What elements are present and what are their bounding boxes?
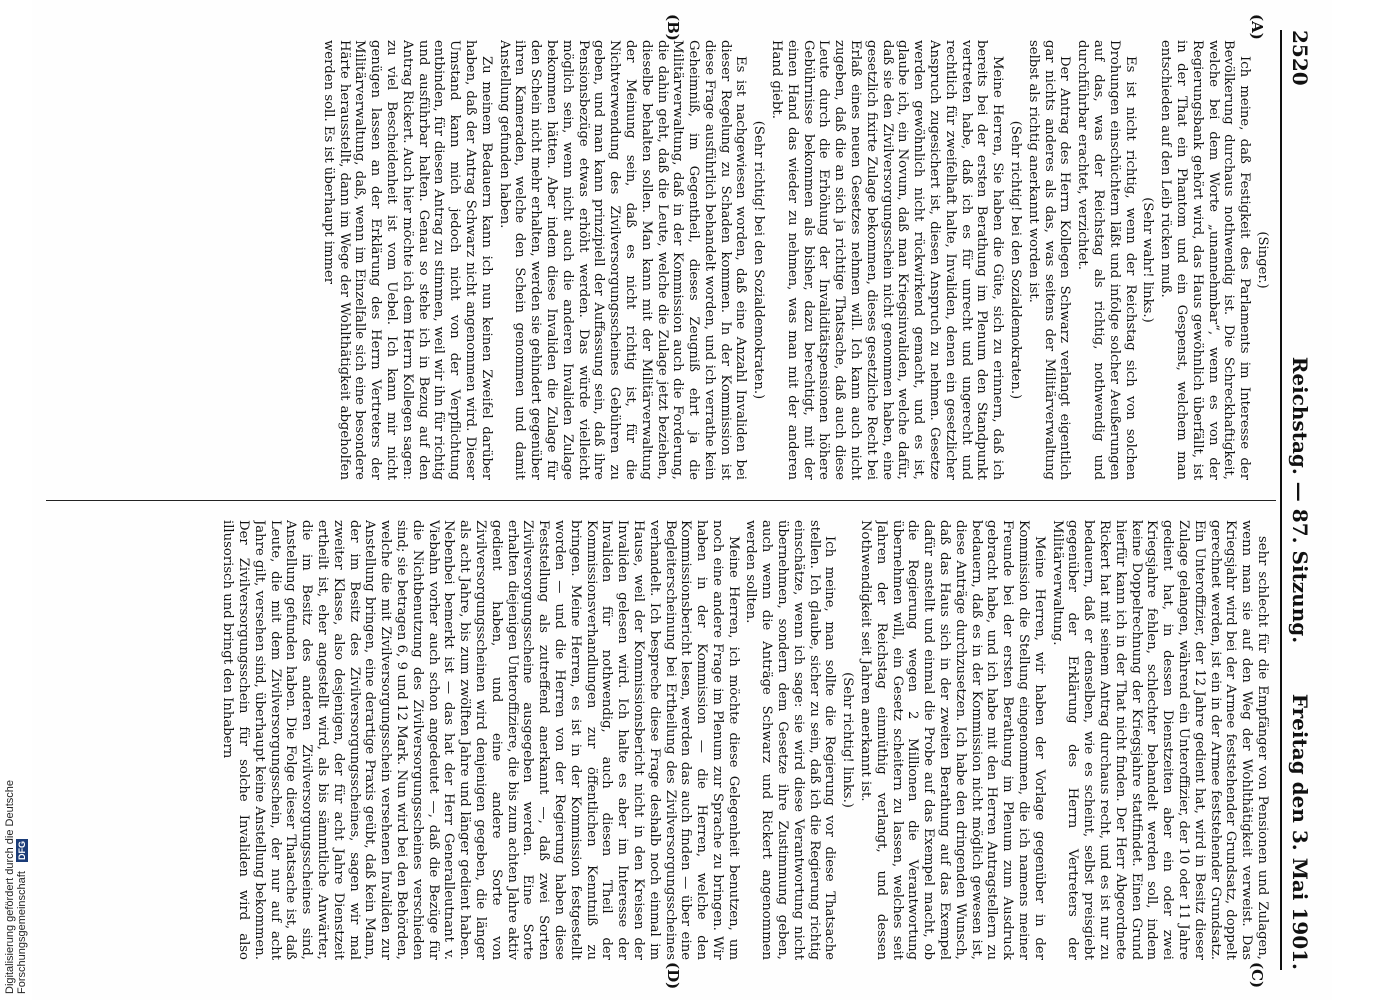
header-title: Reichstag. — 87. Sitzung. — [1288, 356, 1312, 644]
right-text-column — [55, 520, 1270, 960]
margin-marker-d: (D) — [664, 962, 682, 990]
digitization-credit — [4, 694, 28, 994]
right-paragraph: Meine Herren, ich möchte diese Gelegenheit benutzen, um noch eine andere Frage im Plenum zur Sprache zu bringen. Wir haben in der Kommission — die Herren, welche den Kommissionsbericht lesen, werden das auch finden — über eine Begleiterscheinung bei Ertheilung des Zivilversorgungsscheines verhandelt. Ich bespreche diese Frage deshalb noch einmal im Hause, weil der Kommissionsbericht nicht in den Kreisen der Invaliden gelesen wird. Ich halte es aber im Interesse der Invaliden für nothwendig, auch diesen Theil der Kommissionsverhandlungen zur öffentlichen Kenntniß zu bringen. Meine Herren, es ist in der Kommission festgestellt worden — und die Herren von der Regierung haben diese Feststellung als zutreffend anerkannt —, daß zwei Sorten Zivilversorgungsscheine ausgegeben werden. Eine Sorte erhalten diejenigen Unteroffiziere, die bis zum achten Jahre aktiv gedient haben, und eine andere Sorte von Zivilversorgungsscheinen wird denjenigen gegeben, die länger als acht Jahre, bis zum zwölften Jahre und länger gedient haben. Nebenbei bemerkt ist — das hat der Herr Generalleutnant v. Viebahn vorher auch schon angedeutet —, daß die Bezüge für die Nichtbenutzung des Zivilversorgungsscheines verschieden sind; sie betragen 6, 9 und 12 Mark. Nun wird bei den Behörden, welche die mit Zivilversorgungsschein versehenen Invaliden zur Anstellung bringen, eine derartige Praxis geübt, daß kein Mann, der im Besitz des Zivilversorgungsscheines, sagen wir mal zweiter Klasse, also desjenigen, der für acht Jahre Dienstzeit ertheilt ist, eher angestellt wird, als bis sämmtliche Anwärter, die im Besitz des anderen Zivilversorgungsscheines sind, Anstellung gefunden haben. Die Folge dieser Thatsache ist, daß Leute, die mit dem Zivilversorgungsschein, der nur auf acht Jahre gilt, versehen sind, überhaupt keine Anstellung bekommen. Der Zivilversorgungsschein für solche Invaliden wird also illusorisch und bringt den Inhabern — [220, 520, 741, 960]
left-paragraph: Meine Herren, Sie haben die Güte, sich zu erinnern, daß ich bereits bei der ersten Berathung im Plenum den Standpunkt vertreten habe, daß ich es für unrecht und ungerecht und rechtlich für zweifelhaft halte, Invaliden, denen ein gesetzlicher Anspruch zugesichert ist, diesen Anspruch zu nehmen. Gesetze werden gewöhnlich nicht rückwirkend gemacht, und es ist, glaube ich, ein Novum, daß man Kriegsinvaliden, welche dafür, daß sie den Zivilversorgungsschein nicht genommen haben, eine gesetzlich fixirte Zulage bekommen, dieses gesetzliche Recht bei Erlaß eines neuen Gesetzes nehmen will. Ich kann auch nicht zugeben, daß die an sich ja richtige Thatsache, daß auch diese Leute durch die Erhöhung der Invaliditätspensionen höhere Gebührnisse bekommen als bisher, dazu berechtigt, mit der einen Hand das wieder zu nehmen, was man mit der anderen Hand giebt. — [769, 40, 1006, 480]
left-paragraph: (Sehr richtig! bei den Sozialdemokraten.) — [751, 120, 767, 400]
speaker-label: (Singer.) — [1255, 231, 1270, 289]
left-paragraph: Ich meine, daß Festigkeit des Parlaments im Interesse der Bevölkerung durchaus nothwendig ist. Die Schreckhaftigkeit, welche bei dem Worte „unannehmbar“, wenn es von der Regierungsbank gehört wird, das Haus gewöhnlich überfällt, ist in der That ein Phantom und ein Gespenst, welchem man entschieden auf den Leib rücken muß. — [1158, 40, 1253, 480]
right-paragraph: Meine Herren, wir haben der Vorlage gegenüber in der Kommission die Stellung eingenommen, die ich namens meiner Freunde bei der ersten Berathung im Plenum zum Ausdruck gebracht habe, und ich habe mit den Herren Antragstellern zu bedauern, daß es in der Kommission nicht möglich gewesen ist, diese Anträge durchzusetzen. Ich habe den dringenden Wunsch, daß das Haus sich in der zweiten Berathung auf das Exempel dafür anstellt und einmal die Probe auf das Exempel macht, ob die Regierung wegen 2 Millionen die Verantwortung übernehmen will, ein Gesetz scheitern zu lassen, welches seit Jahren der Reichstag einmüthig verlangt, und dessen Nothwendigkeit seit Jahren anerkannt ist. — [858, 520, 1047, 960]
left-paragraph: Es ist nachgewiesen worden, daß eine Anzahl Invaliden bei dieser Regelung zu Schaden kommen. In der Kommission ist diese Frage ausführlich behandelt worden, und ich verrathe kein Geheimniß, im Gegentheil, dieses Zeugniß ehrt ja die Militärverwaltung, daß in der Kommission auch die Forderung, die dahin geht, daß die Leute, welche die Zulage jetzt beziehen, dieselbe behalten sollen. Man kann mit der Militärverwaltung der Meinung sein, daß es nicht richtig ist, für die Nichtverwendung des Zivilversorgungsscheines Gebühren zu geben, und man kann prinzipiell der Auffassung sein, daß ihre Pensionsbezüge etwas erhöht werden. Das würde vielleicht möglich sein, wenn nicht auch die anderen Invaliden Zulage bekommen hätten. Aber indem diese Invaliden die Zulage für den Schein nicht mehr erhalten, werden sie gehindert gegenüber ihren Kameraden, welche den Schein genommen und damit Anstellung gefunden haben. — [496, 40, 749, 480]
header-date: Freitag den 3. Mai 1901. — [1288, 693, 1312, 970]
right-paragraph: sehr schlecht für die Empfänger von Pensionen und Zulagen, wenn man sie auf den Weg der Wohlthätigkeit verweist. Das Kriegsjahr wird bei der Armee feststehender Grundsatz, doppelt gerechnet werden, ist ein in der Armee feststehender Grundsatz. Ein Unteroffizier, der 12 Jahre gedient hat, wird in Besitz dieser Zulage gelangen, während ein Unteroffizier, der 10 oder 11 Jahre gedient hat, in dessen Dienstzeiten aber ein oder zwei Kriegsjahre fehlen, schlechter behandelt werden soll, indem keine Doppelrechnung der Kriegsjahre stattfindet. Einen Grund hierfür kann ich in der That nicht finden. Der Herr Abgeordnete Rickert hat mit seinem Antrag durchaus recht, und es ist nur zu bedauern, daß er denselben, wie es scheint, selbst preisgiebt gegenüber der Erklärung des Herrn Vertreters der Militärverwaltung. — [1049, 520, 1270, 960]
left-paragraph: Der Antrag des Herrn Kollegen Schwarz verlangt eigentlich gar nichts anderes als das, was seitens der Militärverwaltung selbst als richtig anerkannt worden ist. — [1025, 40, 1073, 480]
page-header — [1280, 30, 1316, 970]
margin-marker-a: (A) — [1248, 14, 1266, 40]
rotated-newspaper-page — [32, 0, 1332, 1000]
margin-marker-b: (B) — [664, 14, 682, 41]
margin-marker-c: (C) — [1248, 962, 1266, 989]
right-paragraph: Ich meine, man sollte die Regierung vor diese Thatsache stellen. Ich glaube, sicher zu sein, daß ich die Regierung richtig einschätze, wenn ich sage: sie wird diese Verantwortung nicht übernehmen, sondern dem Gesetze ihre Zustimmung geben, auch wenn die Anträge Schwarz und Rickert angenommen werden sollten. — [743, 520, 838, 960]
left-paragraph: Zu meinem Bedauern kann ich nun keinen Zweifel darüber haben, daß der Antrag Schwarz nicht angenommen wird. Dieser Umstand kann mich jedoch nicht von der Verpflichtung entbinden, für diesen Antrag zu stimmen, weil wir ihn für richtig und ausführbar halten. Genau so stehe ich in Bezug auf den Antrag Rickert. Auch hier möchte ich dem Herrn Kollegen sagen: zu viel Bescheidenheit ist vom Uebel. Ich kann mir nicht genügen lassen an der Erklärung des Herrn Vertreters der Militärverwaltung, daß, wenn im Einzelfalle sich eine besondere Härte herausstellt, dann im Wege der Wohlthätigkeit abgeholfen werden soll. Es ist überhaupt immer — [320, 40, 494, 480]
dfg-logo: DFG — [17, 841, 27, 861]
left-paragraph: Es ist nicht richtig, wenn der Reichstag sich von solchen Drohungen einschüchtern läßt und infolge solcher Aeußerungen auf das, was der Reichstag als richtig, nothwendig und durchführbar erachtet, verzichtet. — [1075, 40, 1138, 480]
left-text-column — [55, 40, 1270, 480]
column-divider — [46, 500, 1276, 501]
right-paragraph: (Sehr richtig! links.) — [840, 672, 856, 808]
left-paragraph: (Sehr richtig! bei den Sozialdemokraten.) — [1008, 120, 1024, 400]
credit-text: Digitalisierung gefördert durch die Deutsche Forschungsgemeinschaft — [4, 779, 28, 994]
left-paragraph: (Sehr wahr! links.) — [1140, 197, 1156, 323]
page-number: 2520 — [1288, 30, 1312, 86]
